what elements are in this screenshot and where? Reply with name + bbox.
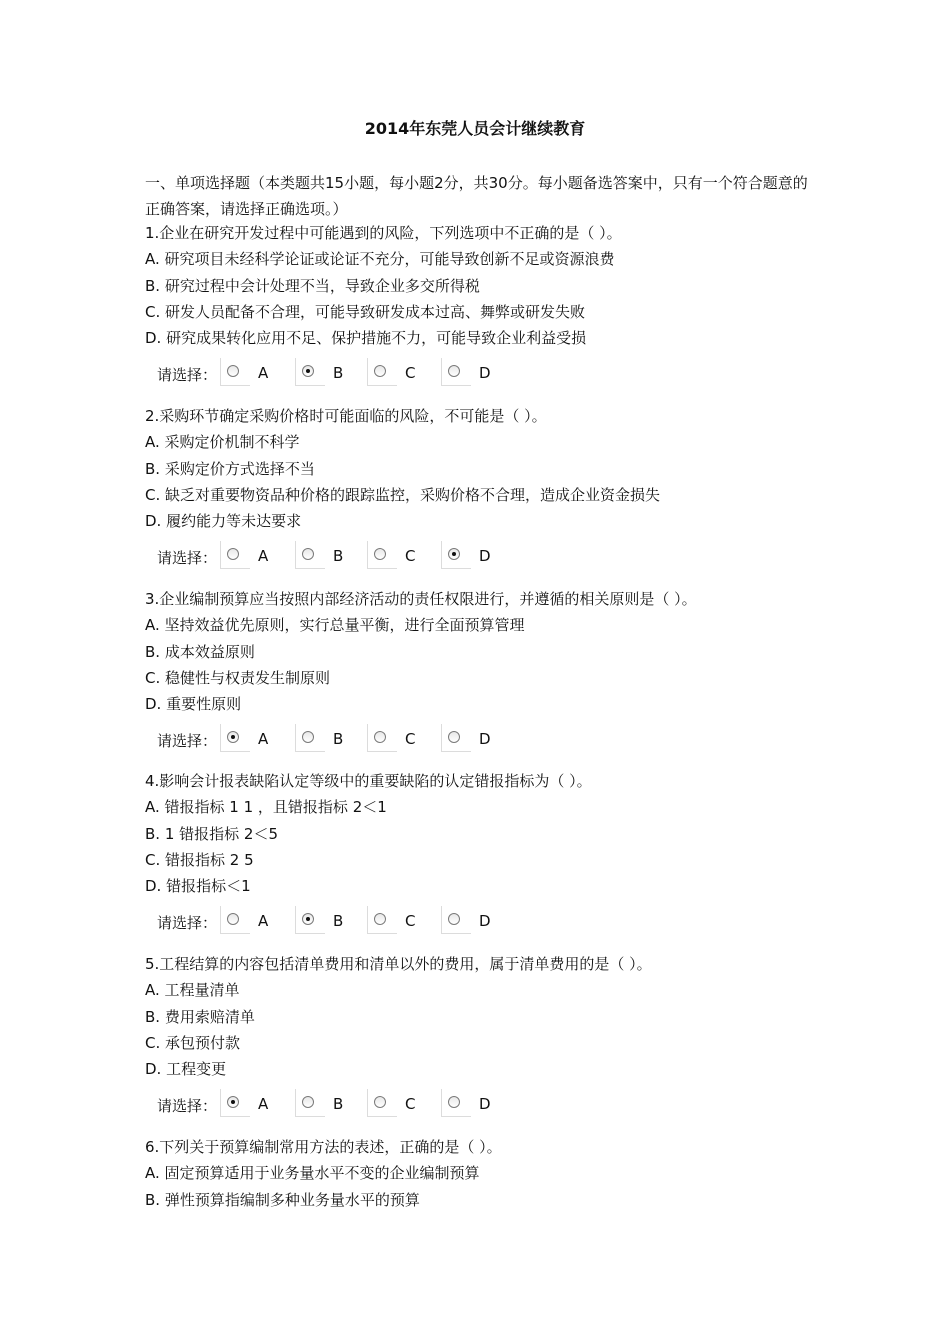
radio-label: C [405,1095,416,1114]
option-a: A. 采购定价机制不科学 [145,433,300,452]
radio-unchecked-icon[interactable] [374,365,386,377]
answer-selector [145,724,825,754]
option-c: C. 研发人员配备不合理，可能导致研发成本过高、舞弊或研发失败 [145,302,586,321]
question-stem: 6.下列关于预算编制常用方法的表述，正确的是（ ）。 [145,1138,502,1156]
radio-label: C [405,364,416,383]
select-label: 请选择： [157,366,218,385]
radio-unchecked-icon[interactable] [448,913,460,925]
radio-unchecked-icon[interactable] [302,731,314,743]
radio-unchecked-icon[interactable] [374,1096,386,1108]
question-1 [145,220,825,388]
option-b: B. 1 错报指标 2＜5 [145,824,278,843]
option-a: A. 错报指标 1 1 ，且错报指标 2＜1 [145,798,387,817]
radio-frame [367,358,397,386]
radio-checked-icon[interactable] [448,548,460,560]
radio-frame [220,358,250,386]
question-3 [145,586,825,754]
radio-frame [367,541,397,569]
radio-label: B [333,1095,344,1114]
radio-label: B [333,912,344,931]
option-c: C. 稳健性与权责发生制原则 [145,668,331,687]
radio-label: B [333,730,344,749]
radio-label: B [333,364,344,383]
radio-label: D [479,364,491,383]
option-a: A. 坚持效益优先原则，实行总量平衡，进行全面预算管理 [145,616,525,635]
radio-frame [441,541,471,569]
radio-label: D [479,1095,491,1114]
option-d: D. 工程变更 [145,1060,227,1079]
option-c: C. 缺乏对重要物资品种价格的跟踪监控，采购价格不合理，造成企业资金损失 [145,485,661,504]
radio-label: A [258,912,269,931]
option-a: A. 研究项目未经科学论证或论证不充分，可能导致创新不足或资源浪费 [145,250,615,269]
answer-selector [145,1089,825,1119]
radio-unchecked-icon[interactable] [374,548,386,560]
radio-frame [220,1089,250,1117]
radio-checked-icon[interactable] [227,1096,239,1108]
radio-frame [367,906,397,934]
radio-unchecked-icon[interactable] [448,365,460,377]
select-label: 请选择： [157,549,218,568]
radio-unchecked-icon[interactable] [448,1096,460,1108]
option-b: B. 研究过程中会计处理不当，导致企业多交所得税 [145,276,480,295]
question-stem: 5.工程结算的内容包括清单费用和清单以外的费用，属于清单费用的是（ ）。 [145,955,652,973]
radio-label: B [333,547,344,566]
question-6 [145,1134,825,1213]
question-5 [145,951,825,1119]
answer-selector [145,541,825,571]
select-label: 请选择： [157,732,218,751]
document-title: 2014年东莞人员会计继续教育 [364,119,586,138]
radio-label: C [405,730,416,749]
radio-frame [367,724,397,752]
radio-checked-icon[interactable] [227,731,239,743]
radio-checked-icon[interactable] [302,913,314,925]
radio-unchecked-icon[interactable] [448,731,460,743]
question-2 [145,403,825,571]
answer-selector [145,358,825,388]
radio-frame [295,724,325,752]
radio-frame [295,1089,325,1117]
option-b: B. 费用索赔清单 [145,1007,255,1026]
radio-frame [295,906,325,934]
radio-frame [441,358,471,386]
option-b: B. 采购定价方式选择不当 [145,459,315,478]
option-d: D. 履约能力等未达要求 [145,512,302,531]
radio-label: D [479,912,491,931]
radio-unchecked-icon[interactable] [227,548,239,560]
radio-frame [367,1089,397,1117]
select-label: 请选择： [157,1097,218,1116]
radio-unchecked-icon[interactable] [374,913,386,925]
radio-label: C [405,912,416,931]
select-label: 请选择： [157,914,218,933]
radio-label: C [405,547,416,566]
question-stem: 4.影响会计报表缺陷认定等级中的重要缺陷的认定错报指标为（ ）。 [145,772,592,790]
question-stem: 2.采购环节确定采购价格时可能面临的风险，不可能是（ ）。 [145,407,547,425]
option-b: B. 成本效益原则 [145,642,255,661]
radio-unchecked-icon[interactable] [227,365,239,377]
option-c: C. 错报指标 2 5 [145,850,254,869]
radio-label: D [479,547,491,566]
radio-frame [220,724,250,752]
radio-unchecked-icon[interactable] [227,913,239,925]
option-d: D. 错报指标＜1 [145,877,251,896]
section-intro: 一、单项选择题（本类题共15小题，每小题2分，共30分。每小题备选答案中，只有一个符合题意的正确答案，请选择正确选项。） [145,174,808,218]
option-a: A. 固定预算适用于业务量水平不变的企业编制预算 [145,1164,480,1183]
radio-label: D [479,730,491,749]
question-4 [145,768,825,936]
radio-frame [220,906,250,934]
radio-checked-icon[interactable] [302,365,314,377]
option-d: D. 研究成果转化应用不足、保护措施不力，可能导致企业利益受损 [145,329,587,348]
radio-frame [441,1089,471,1117]
radio-label: A [258,730,269,749]
radio-label: A [258,547,269,566]
answer-selector [145,906,825,936]
radio-label: A [258,1095,269,1114]
radio-frame [441,906,471,934]
radio-frame [441,724,471,752]
option-c: C. 承包预付款 [145,1033,241,1052]
question-stem: 3.企业编制预算应当按照内部经济活动的责任权限进行，并遵循的相关原则是（ ）。 [145,590,697,608]
radio-unchecked-icon[interactable] [302,1096,314,1108]
radio-label: A [258,364,269,383]
option-a: A. 工程量清单 [145,981,240,1000]
option-b: B. 弹性预算指编制多种业务量水平的预算 [145,1190,420,1209]
option-d: D. 重要性原则 [145,695,242,714]
radio-frame [295,358,325,386]
radio-frame [220,541,250,569]
question-stem: 1.企业在研究开发过程中可能遇到的风险，下列选项中不正确的是（ ）。 [145,224,622,242]
radio-unchecked-icon[interactable] [302,548,314,560]
radio-frame [295,541,325,569]
radio-unchecked-icon[interactable] [374,731,386,743]
